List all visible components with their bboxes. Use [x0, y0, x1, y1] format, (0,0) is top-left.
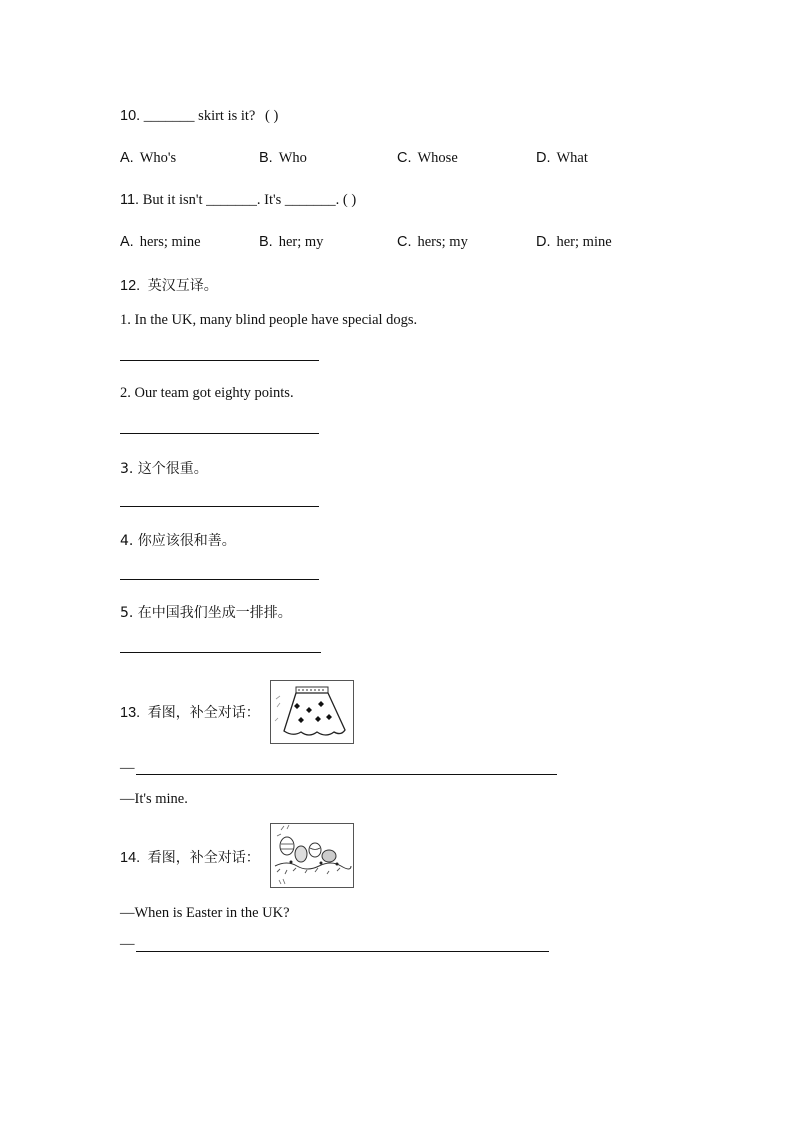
q11-answer-paren[interactable]: ( )	[342, 192, 357, 208]
option-text: Whose	[417, 150, 458, 166]
q10-option-b[interactable]	[259, 150, 307, 167]
q12-answer-line-1[interactable]	[120, 360, 319, 361]
skirt-picture	[270, 680, 354, 744]
q13-dash: —	[120, 760, 135, 776]
q10-option-a[interactable]	[120, 150, 176, 167]
q12-item-1: 1. In the UK, many blind people have special dogs.	[120, 312, 418, 328]
option-text: hers; mine	[139, 234, 201, 250]
q12-item-2: 2. Our team got eighty points.	[120, 385, 294, 401]
q14-question: —When is Easter in the UK?	[120, 905, 290, 921]
option-letter: A.	[120, 150, 134, 166]
easter-eggs-icon	[271, 824, 353, 887]
q11-option-b[interactable]	[259, 234, 323, 251]
option-letter: D.	[536, 234, 551, 250]
q11-option-a[interactable]	[120, 234, 201, 251]
q11-number: 11.	[120, 192, 140, 208]
q11-stem	[120, 192, 356, 209]
q10-number: 10.	[120, 108, 141, 124]
q10-option-c[interactable]	[397, 150, 458, 167]
q10-stem	[120, 108, 278, 125]
q13-heading	[120, 702, 260, 722]
q12-answer-line-4[interactable]	[120, 579, 319, 580]
q12-item-5: 5. 在中国我们坐成一排排。	[120, 605, 292, 621]
q12-number: 12.	[120, 278, 141, 294]
q13-title: 看图，补全对话：	[147, 705, 260, 721]
q13-number: 13.	[120, 705, 141, 721]
option-text: her; mine	[556, 234, 612, 250]
q10-answer-paren[interactable]: ( )	[265, 108, 279, 124]
q14-dash: —	[120, 936, 135, 952]
q11-option-c[interactable]	[397, 234, 468, 251]
q11-text: But it isn't _______. It's _______.	[142, 192, 340, 208]
option-text: her; my	[278, 234, 324, 250]
option-letter: C.	[397, 234, 412, 250]
option-text: hers; my	[417, 234, 468, 250]
q12-answer-line-5[interactable]	[120, 652, 321, 653]
q14-answer-line[interactable]	[136, 951, 549, 952]
option-letter: D.	[536, 150, 551, 166]
q12-item-4: 4. 你应该很和善。	[120, 533, 236, 549]
q11-option-d[interactable]	[536, 234, 612, 251]
option-letter: B.	[259, 150, 273, 166]
option-text: Who's	[139, 150, 177, 166]
option-letter: A.	[120, 234, 134, 250]
skirt-icon	[271, 681, 353, 743]
option-text: What	[556, 150, 588, 166]
q12-item-3: 3. 这个很重。	[120, 461, 208, 477]
q10-option-d[interactable]	[536, 150, 588, 167]
option-letter: C.	[397, 150, 412, 166]
q10-text: _______ skirt is it?	[143, 108, 256, 124]
q14-title: 看图，补全对话：	[147, 850, 260, 866]
q12-heading	[120, 275, 218, 295]
q13-answer-line[interactable]	[136, 774, 557, 775]
q12-answer-line-2[interactable]	[120, 433, 319, 434]
q14-number: 14.	[120, 850, 141, 866]
q14-heading	[120, 847, 260, 867]
q12-answer-line-3[interactable]	[120, 506, 319, 507]
option-letter: B.	[259, 234, 273, 250]
q13-reply: —It's mine.	[120, 791, 188, 807]
option-text: Who	[278, 150, 307, 166]
easter-picture	[270, 823, 354, 888]
q12-title: 英汉互译。	[147, 278, 218, 294]
